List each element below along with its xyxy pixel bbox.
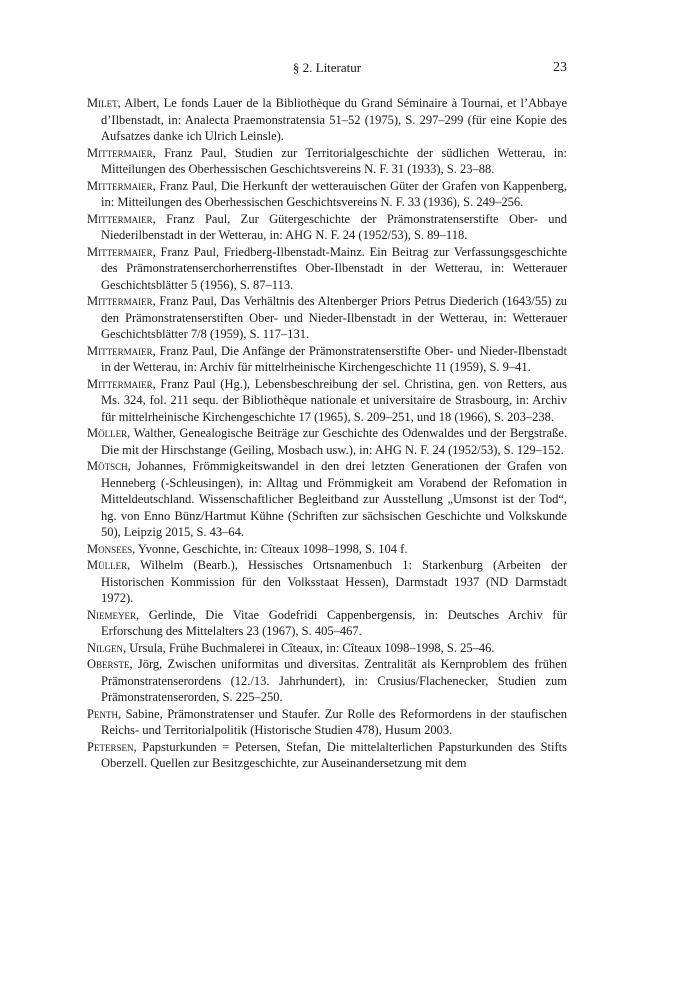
entry-text: , Franz Paul, Zur Gütergeschichte der Prämonstratenserstifte Ober- und Niederilbenstadt in der Wetterau, in: AHG N. F. 24 (1952/53), S. 89–118.: [101, 211, 567, 242]
entry-author: Müller: [87, 558, 128, 572]
bibliography-entry: [87, 244, 567, 294]
entry-text: , Franz Paul, Das Verhältnis des Altenberger Priors Petrus Diederich (1643/55) zu den Prämonstratenserstiften Ober- und Nieder-Ilbenstadt in der Wetterau, in: Wetterauer Geschichtsblätter 7/8 (1959), S. 117–131.: [101, 294, 567, 341]
bibliography-entry: [87, 557, 567, 607]
bibliography-entry: [87, 656, 567, 706]
entry-text: , Franz Paul, Die Herkunft der wetterauischen Güter der Grafen von Kappenberg, in: Mitteilungen des Oberhessischen Geschichtsvereins N. F. 33 (1936), S. 249–256.: [101, 178, 567, 209]
bibliography-entry: [87, 607, 567, 640]
bibliography-entry: [87, 178, 567, 211]
entry-text: , Johannes, Frömmigkeitswandel in den drei letzten Generationen der Grafen von Henneberg (-Schleusingen), in: Alltag und Frömmigkeit am Vorabend der Refomation in Mitteldeutschland. Wissenschaftlicher Begleitband zur Ausstellung „Umsonst ist der Tod“, hg. von Enno Bünz/Hartmut Kühne (Schriften zur sächsischen Geschichte und Volkskunde 50), Leipzig 2015, S. 43–64.: [101, 459, 567, 539]
entry-author: Mittermaier: [87, 294, 153, 308]
page-number: 23: [553, 60, 567, 75]
entry-author: Petersen: [87, 739, 134, 754]
entry-author: Milet: [87, 96, 118, 110]
entry-author: Oberste: [87, 657, 130, 671]
bibliography-entry: [87, 541, 567, 558]
entry-author: Nilgen: [87, 640, 124, 655]
entry-author: Niemeyer: [87, 607, 137, 622]
running-title: § 2. Literatur: [292, 60, 362, 75]
bibliography-entry: [87, 706, 567, 739]
entry-text: , Sabine, Prämonstratenser und Staufer. Zur Rolle des Reformordens in der staufischen Reichs- und Territorialpolitik (Historische Studien 478), Husum 2003.: [101, 706, 567, 737]
bibliography-list: [87, 95, 567, 772]
entry-text: , Franz Paul, Die Anfänge der Prämonstratenserstifte Ober- und Nieder-Ilbenstadt in der Wetterau, in: Archiv für mittelrheinische Kirchengeschichte 11 (1959), S. 9–41.: [101, 343, 567, 374]
entry-author: Möller: [87, 426, 128, 440]
bibliography-entry: [87, 458, 567, 541]
entry-text: , Jörg, Zwischen uniformitas und diversitas. Zentralität als Kernproblem des frühen Prämonstratenserordens (12./13. Jahrhundert), in: Crusius/Flachenecker, Studien zum Prämonstratenserorden, S. 225–250.: [101, 657, 567, 704]
entry-text: , Gerlinde, Die Vitae Godefridi Cappenbergensis, in: Deutsches Archiv für Erforschung des Mittelalters 23 (1967), S. 405–467.: [101, 607, 567, 638]
entry-text: , Walther, Genealogische Beiträge zur Geschichte des Odenwaldes und der Bergstraße. Die mit der Hirschstange (Geiling, Mosbach usw.), in: AHG N. F. 24 (1952/53), S. 129–152.: [101, 426, 567, 457]
bibliography-entry: [87, 95, 567, 145]
entry-text: , Yvonne, Geschichte, in: Cîteaux 1098–1998, S. 104 f.: [132, 541, 408, 556]
entry-text: , Franz Paul, Studien zur Territorialgeschichte der südlichen Wetterau, in: Mitteilungen des Oberhessischen Geschichtsvereins N. F. 31 (1933), S. 23–88.: [101, 145, 567, 176]
bibliography-entry: [87, 343, 567, 376]
bibliography-entry: [87, 145, 567, 178]
entry-text: , Albert, Le fonds Lauer de la Bibliothèque du Grand Séminaire à Tournai, et l’Abbaye d’Ilbenstadt, in: Analecta Praemonstratensia 51–52 (1975), S. 297–299 (für eine Kopie des Aufsatzes danke ich Ulrich Leinsle).: [101, 96, 567, 143]
entry-author: Mittermaier: [87, 145, 153, 160]
bibliography-entry: [87, 293, 567, 343]
bibliography-entry: [87, 640, 567, 657]
entry-author: Mittermaier: [87, 178, 153, 193]
entry-author: Mittermaier: [87, 244, 153, 259]
bibliography-entry: [87, 211, 567, 244]
entry-text: , Ursula, Frühe Buchmalerei in Cîteaux, in: Cîteaux 1098–1998, S. 25–46.: [123, 640, 495, 655]
entry-author: Mittermaier: [87, 211, 153, 226]
entry-text: , Franz Paul (Hg.), Lebensbeschreibung der sel. Christina, gen. von Retters, aus Ms. 324, fol. 211 sequ. der Bibliothèque nationale et universitaire de Strasbourg, in: Archiv für mittelrheinische Kirchengeschichte 17 (1965), S. 209–251, und 18 (1966), S. 203–238.: [101, 376, 567, 424]
entry-author: Mittermaier: [87, 343, 153, 358]
entry-text: , Franz Paul, Friedberg-Ilbenstadt-Mainz. Ein Beitrag zur Verfassungsgeschichte des Prämonstratenserchorherrenstiftes Ober-Ilbenstadt in der Wetterau, in: Wetterauer Geschichtsblätter 5 (1956), S. 87–113.: [101, 244, 567, 292]
bibliography-entry: [87, 425, 567, 458]
entry-author: Mittermaier: [87, 376, 153, 391]
bibliography-entry: [87, 376, 567, 426]
entry-author: Mötsch: [87, 459, 128, 473]
entry-author: Penth: [87, 706, 118, 721]
page-header: [87, 60, 567, 78]
entry-text: , Wilhelm (Bearb.), Hessisches Ortsnamenbuch 1: Starkenburg (Arbeiten der Historischen Kommission für den Volksstaat Hessen), Darmstadt 1937 (ND Darmstadt 1972).: [101, 558, 567, 605]
entry-author: Monsees: [87, 541, 133, 556]
bibliography-entry: [87, 739, 567, 772]
entry-text: , Papsturkunden = Petersen, Stefan, Die mittelalterlichen Papsturkunden des Stifts Oberzell. Quellen zur Besitzgeschichte, zur Auseinandersetzung mit dem: [101, 739, 567, 770]
